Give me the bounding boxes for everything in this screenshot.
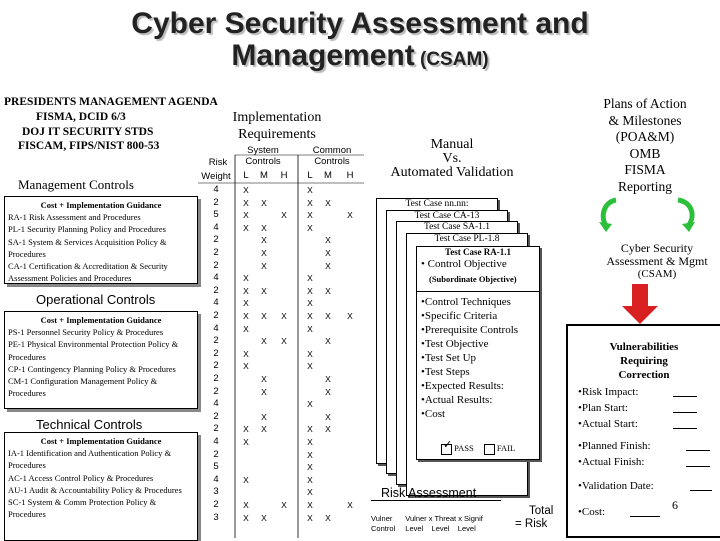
manual-line-2: Vs. — [442, 151, 462, 166]
test-case-card[interactable]: Test Case SA-1.1 — [396, 221, 518, 485]
detail-item: •Expected Results: — [421, 379, 504, 392]
operational-controls-title: Operational Controls — [36, 292, 156, 307]
grid-weight-cell: 2 — [213, 196, 219, 208]
poam-line: Plans of Action — [603, 96, 687, 111]
grid-mark-cell: X — [307, 185, 313, 195]
risk-label: Risk — [208, 157, 228, 168]
grid-weight-cell: 4 — [213, 436, 219, 447]
grid-col-header: L — [307, 170, 313, 181]
operational-item: PS-1 Personnel Security Policy & Procedures — [8, 327, 164, 338]
impl-header — [212, 109, 342, 143]
grid-mark-cell: X — [243, 500, 249, 510]
grid-weight-cell: 2 — [213, 360, 219, 372]
vuln-title — [568, 340, 720, 382]
management-item: PL-1 Security Planning Policy and Procedures — [8, 224, 166, 235]
grid-mark-cell: X — [325, 285, 331, 296]
vuln-item: •Actual Start: — [578, 416, 638, 432]
test-case-front-card[interactable] — [416, 246, 540, 460]
grid-mark-cell: X — [307, 273, 313, 284]
grid-mark-cell: X — [281, 500, 287, 510]
grid-mark-cell: X — [243, 185, 249, 195]
grid-weight-cell: 2 — [213, 373, 219, 384]
operational-item: CP-1 Contingency Planning Policy & Procedures — [8, 363, 176, 374]
grid-weight-cell: 4 — [213, 473, 219, 485]
grid-mark-cell: X — [243, 285, 249, 296]
grid-weight-cell: 2 — [213, 259, 219, 271]
grid-mark-cell: X — [307, 449, 313, 460]
grid-mark-cell: X — [281, 311, 287, 321]
header-fisma: FISMA, DCID 6/3 — [36, 111, 126, 123]
technical-item: AU-1 Audit & Accountability Policy & Procedures — [8, 484, 182, 495]
grid-mark-cell: X — [261, 248, 267, 258]
grid-mark-cell: X — [347, 500, 353, 510]
header-fiscam: FISCAM, FIPS/NIST 800-53 — [18, 140, 160, 152]
grid-mark-cell: X — [243, 197, 249, 208]
vuln-title-line: Correction — [618, 369, 670, 381]
vuln-items-4 — [578, 504, 605, 520]
grid-mark-cell: X — [325, 374, 331, 384]
impl-line-1: Implementation — [232, 110, 322, 125]
csam-line: Assessment & Mgmt — [606, 254, 708, 268]
grid-mark-cell: X — [243, 273, 249, 284]
vuln-item: •Plan Start: — [578, 400, 638, 416]
grid-mark-cell: X — [325, 235, 331, 246]
grid-mark-cell: X — [261, 424, 267, 435]
grid-mark-cell: X — [325, 248, 331, 258]
grid-mark-cell: X — [307, 500, 313, 510]
grid-weight-cell: 4 — [213, 398, 219, 410]
fail-checkbox[interactable] — [484, 444, 495, 455]
grid-mark-cell: X — [307, 361, 313, 372]
header-doj: DOJ IT SECURITY STDS — [22, 126, 154, 138]
vuln-items-3 — [578, 478, 654, 494]
grid-mark-cell: X — [261, 512, 267, 523]
poam-line: FISMA — [624, 162, 666, 177]
red-down-arrow-icon — [620, 284, 660, 326]
grid-mark-cell: X — [243, 437, 249, 447]
grid-mark-cell: X — [307, 285, 313, 296]
pass-checkbox[interactable] — [441, 438, 453, 455]
grid-mark-cell: X — [261, 374, 267, 384]
grid-weight-cell: 4 — [213, 184, 219, 195]
vuln-threat-signif — [405, 514, 483, 534]
risk-divider — [371, 500, 501, 501]
grid-mark-cell: X — [261, 285, 267, 296]
management-controls-title: Management Controls — [18, 177, 134, 192]
poam-line: (POA&M) — [615, 129, 675, 144]
weight-label: Weight — [201, 171, 231, 182]
grid-mark-cell: X — [325, 411, 331, 422]
grid-weight-cell: 4 — [213, 322, 219, 334]
grid-weight-cell: 2 — [213, 247, 219, 258]
grid-mark-cell: X — [307, 222, 313, 233]
grid-mark-cell: X — [281, 210, 287, 221]
header-pma: PRESIDENTS MANAGEMENT AGENDA — [4, 96, 218, 108]
grid-mark-cell: X — [261, 260, 267, 271]
grid-mark-cell: X — [261, 411, 267, 422]
grid-mark-cell: X — [307, 512, 313, 523]
management-item: RA-1 Risk Assessment and Procedures — [8, 212, 141, 223]
grid-weight-cell: 2 — [213, 410, 219, 422]
grid-mark-cell: X — [261, 197, 267, 208]
detail-item: •Test Steps — [421, 365, 470, 378]
control-objective: • Control Objective — [421, 258, 507, 270]
grid-weight-cell: 2 — [213, 423, 219, 435]
grid-mark-cell: X — [261, 336, 267, 347]
test-details — [417, 295, 539, 421]
control-label: Control — [371, 524, 396, 533]
impl-line-2: Requirements — [238, 127, 316, 142]
grid-weight-cell: 4 — [213, 272, 219, 284]
vuln-threat-label: Vulner x Threat x Signif — [405, 514, 483, 523]
pass-fail-row — [441, 438, 516, 455]
grid-weight-cell: 2 — [213, 310, 219, 321]
grid-weight-cell: 4 — [213, 221, 219, 233]
vuln-item: •Validation Date: — [578, 478, 654, 494]
grid-mark-cell: X — [243, 311, 249, 321]
vuln-item: •Risk Impact: — [578, 384, 638, 400]
grid-mark-cell: X — [307, 487, 313, 498]
grid-mark-cell: X — [307, 323, 313, 334]
vuln-items-2 — [578, 438, 651, 470]
grid-mark-cell: X — [325, 512, 331, 523]
subordinate-objective: (Subordinate Objective) — [429, 273, 517, 284]
vulner-label: Vulner — [371, 514, 393, 523]
grid-mark-cell: X — [261, 235, 267, 246]
grid-mark-cell: X — [307, 399, 313, 410]
grid-mark-cell: X — [325, 424, 331, 435]
system-controls-label: System Controls — [245, 145, 281, 167]
grid-mark-cell: X — [307, 424, 313, 435]
risk-formula — [371, 514, 483, 534]
grid-mark-cell: X — [325, 386, 331, 397]
grid-mark-cell: X — [243, 298, 249, 309]
grid-mark-cell: X — [307, 311, 313, 321]
green-cycle-arrow-icon — [599, 200, 616, 232]
grid-weight-cell: 3 — [213, 511, 219, 523]
grid-weight-cell: 2 — [213, 335, 219, 347]
poam-line: & Milestones — [608, 112, 682, 128]
operational-guidance-box — [4, 311, 198, 409]
test-case-card[interactable]: Test Case nn.nn: — [376, 198, 498, 464]
management-item: SA-1 System & Services Acquisition Policy & Procedures — [8, 236, 167, 259]
grid-col-header: M — [260, 170, 268, 181]
technical-item: SC-1 System & Comm Protection Policy & Procedures — [8, 497, 157, 520]
grid-mark-cell: X — [307, 197, 313, 208]
grid-weight-cell: 5 — [213, 209, 219, 221]
grid-mark-cell: X — [243, 323, 249, 334]
detail-item: •Prerequisite Controls — [421, 323, 519, 336]
grid-col-header: H — [280, 170, 288, 181]
poam-line: Reporting — [618, 178, 672, 194]
grid-mark-cell: X — [307, 210, 313, 221]
csam-line: (CSAM) — [637, 268, 677, 280]
management-item: CA-1 Certification & Accreditation & Security Assessment Policies and Procedures — [8, 261, 168, 284]
test-case-card[interactable]: Test Case CA-13 — [386, 210, 508, 474]
grid-mark-cell: X — [261, 222, 267, 233]
operational-item: CM-1 Configuration Management Policy & Procedures — [8, 376, 158, 399]
detail-item: •Cost — [421, 407, 446, 420]
grid-mark-cell: X — [243, 210, 249, 221]
cycle-arrows — [596, 196, 700, 234]
grid-lines — [198, 143, 364, 538]
detail-item: •Test Set Up — [421, 351, 477, 364]
vuln-item: •Actual Finish: — [578, 454, 651, 470]
vuln-item: •Cost: — [578, 504, 605, 520]
grid-mark-cell: X — [261, 311, 267, 321]
pass-label: PASS — [454, 443, 474, 453]
operational-item: PE-1 Physical Environmental Protection Policy & Procedures — [8, 339, 179, 362]
manual-line-1: Manual — [430, 137, 474, 152]
page-number: 6 — [672, 498, 678, 512]
grid-mark-cell: X — [243, 361, 249, 372]
grid-mark-cell: X — [261, 386, 267, 397]
manual-line-3: Automated Validation — [390, 165, 514, 180]
grid-weight-cell: 2 — [213, 499, 219, 510]
grid-mark-cell: X — [347, 210, 353, 221]
grid-mark-cell: X — [325, 197, 331, 208]
grid-weight-cell: 2 — [213, 385, 219, 397]
technical-guidance-heading: Cost + Implementation Guidance — [40, 436, 162, 446]
technical-item: AC-1 Access Control Policy & Procedures — [8, 472, 154, 483]
detail-item: •Test Objective — [421, 337, 489, 350]
implementation-grid — [198, 143, 364, 538]
grid-mark-cell: X — [325, 311, 331, 321]
grid-mark-cell: X — [243, 474, 249, 485]
grid-weight-cell: 2 — [213, 347, 219, 359]
page-title — [0, 8, 720, 76]
vuln-title-line: Vulnerabilities — [609, 341, 679, 353]
grid-mark-cell: X — [347, 311, 353, 321]
grid-col-header: M — [324, 170, 332, 181]
grid-col-header: L — [243, 170, 249, 181]
grid-mark-cell: X — [307, 437, 313, 447]
grid-weight-cell: 2 — [213, 284, 219, 296]
vulnerability-box — [566, 324, 720, 538]
management-guidance-heading: Cost + Implementation Guidance — [40, 200, 162, 210]
title-line-1: Cyber Security Assessment and — [131, 7, 589, 40]
management-guidance-box — [4, 196, 198, 284]
vuln-title-line: Requiring — [620, 355, 668, 367]
total-label: Total — [529, 505, 554, 517]
grid-mark-cell: X — [281, 336, 287, 347]
grid-col-header: H — [346, 170, 354, 181]
grid-weight-cell: 3 — [213, 486, 219, 498]
equals-risk-label: = Risk — [515, 518, 548, 530]
check-icon: ✓ — [443, 438, 453, 451]
poam-line: OMB — [629, 145, 661, 161]
operational-guidance-heading: Cost + Implementation Guidance — [40, 315, 162, 325]
title-line-2: Management — [231, 39, 415, 72]
grid-weight-cell: 4 — [213, 297, 219, 309]
grid-mark-cell: X — [325, 336, 331, 347]
technical-controls-title: Technical Controls — [36, 417, 143, 432]
grid-mark-cell: X — [243, 348, 249, 359]
risk-assessment-title: Risk Assessment — [381, 486, 477, 500]
grid-mark-cell: X — [243, 424, 249, 435]
csam-block — [592, 242, 720, 281]
vulner-control — [371, 514, 395, 534]
detail-item: •Control Techniques — [421, 295, 511, 308]
poam-block — [575, 96, 715, 195]
grid-weight-cell: 2 — [213, 234, 219, 246]
grid-mark-cell: X — [243, 512, 249, 523]
grid-mark-cell: X — [325, 260, 331, 271]
green-cycle-arrow-icon — [678, 200, 695, 232]
title-acronym: (CSAM) — [414, 49, 489, 70]
grid-mark-cell: X — [307, 462, 313, 473]
technical-item: IA-1 Identification and Authentication Policy & Procedures — [8, 448, 172, 471]
grid-weight-cell: 5 — [213, 461, 219, 473]
test-case-card[interactable]: Test Case PL-1.8 — [406, 233, 528, 496]
grid-weight-cell: 2 — [213, 448, 219, 460]
vuln-items-1 — [578, 384, 638, 432]
vuln-item: •Planned Finish: — [578, 438, 651, 454]
grid-mark-cell: X — [243, 222, 249, 233]
fail-label: FAIL — [496, 443, 516, 453]
technical-guidance-box — [4, 432, 198, 541]
grid-mark-cell: X — [307, 348, 313, 359]
test-case-front-title: Test Case RA-1.1 — [445, 247, 511, 257]
grid-mark-cell: X — [307, 474, 313, 485]
grid-mark-cell: X — [307, 298, 313, 309]
detail-item: •Actual Results: — [421, 393, 493, 406]
manual-header — [372, 138, 532, 180]
level-label: Level Level Level — [405, 524, 476, 533]
csam-line: Cyber Security — [620, 241, 694, 255]
common-controls-label: Common Controls — [312, 145, 352, 167]
risk-total — [515, 505, 553, 531]
detail-item: •Specific Criteria — [421, 309, 498, 322]
